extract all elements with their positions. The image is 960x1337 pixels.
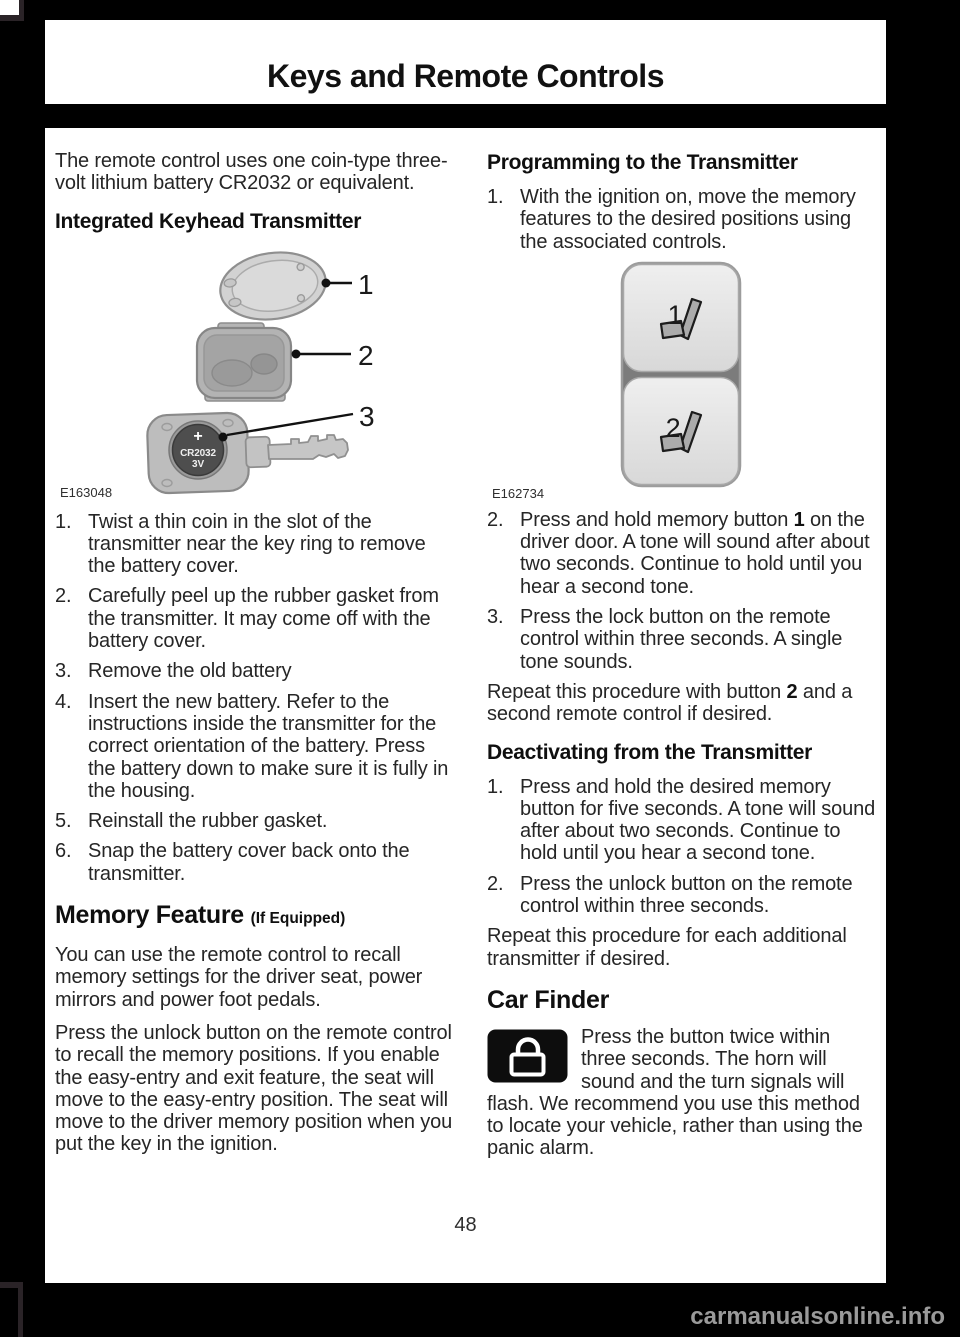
callout-1-label: 1 — [358, 268, 374, 300]
left-column — [55, 128, 457, 1167]
right-column — [487, 128, 878, 1171]
callout-dot-1 — [322, 278, 331, 287]
car-finder-text: Press the button twice within three seconds. The horn will sound and the turn signals will flash. We recommend you use this method to locate your vehicle, rather than using the panic alarm. — [487, 1025, 863, 1160]
page-title: Keys and Remote Controls — [267, 58, 664, 94]
figure-id-label: E163048 — [60, 484, 113, 500]
list-number: 3. — [55, 660, 72, 683]
heading-memory-feature-qualifier: (If Equipped) — [250, 910, 346, 928]
heading-integrated-keyhead-transmitter: Integrated Keyhead Transmitter — [55, 209, 362, 233]
heading-car-finder: Car Finder — [487, 985, 610, 1014]
memory-button-2 — [624, 377, 739, 484]
memory-paragraph-2: Press the unlock button on the remote control to recall the memory positions. If you enable the easy-entry and exit feature, the seat will move to the easy-entry position. The seat will move to the driver memory position when you put the key in the ignition. — [55, 1021, 453, 1156]
list-text: Twist a thin coin in the slot of the transmitter near the key ring to remove the battery cover. — [88, 510, 426, 578]
list-item — [55, 660, 457, 682]
callout-dot-2 — [292, 349, 301, 358]
gasket-illustration — [197, 323, 291, 401]
list-item — [55, 810, 457, 832]
padlock-icon — [487, 1029, 568, 1083]
list-number: 1. — [55, 510, 72, 533]
callout-2-label: 2 — [358, 339, 374, 371]
battery-cover-illustration — [216, 246, 330, 326]
list-number: 2. — [487, 872, 504, 895]
list-text: Carefully peel up the rubber gasket from the transmitter. It may come off with the battery cover. — [88, 585, 439, 653]
list-text: Press and hold the desired memory button for five seconds. A tone will sound after about two seconds. Continue to hold until you hear a second tone. — [520, 775, 876, 865]
list-text: Press the lock button on the remote control within three seconds. A single tone sounds. — [520, 606, 843, 673]
list-number: 6. — [55, 840, 72, 863]
list-text: Snap the battery cover back onto the transmitter. — [88, 840, 410, 885]
list-text: Insert the new battery. Refer to the instructions inside the transmitter for the correct orientation of the battery. Press the battery down to make sure it is fully in the housing. — [88, 690, 449, 802]
page-corner-artifact-top — [0, 0, 24, 21]
list-text: Press and hold memory button 1 on the driver door. A tone will sound after about two seconds. Continue to hold until you hear a second tone. — [520, 508, 870, 598]
heading-memory-feature-text: Memory Feature — [55, 901, 244, 930]
heading-programming-to-transmitter: Programming to the Transmitter — [487, 151, 798, 174]
page-header — [45, 20, 886, 104]
callout-3-label: 3 — [359, 400, 375, 432]
battery-replacement-steps — [55, 511, 457, 885]
list-item — [487, 509, 878, 598]
list-item — [55, 511, 457, 578]
bold-button-ref: 1 — [793, 508, 805, 531]
list-number: 1. — [487, 186, 504, 208]
key-blade — [268, 435, 348, 459]
list-item — [55, 691, 457, 802]
list-text: Remove the old battery — [88, 660, 292, 683]
heading-memory-feature — [55, 901, 457, 933]
list-item — [55, 840, 457, 885]
callout-dot-3 — [219, 432, 228, 441]
list-text: With the ignition on, move the memory features to the desired positions using the associated controls. — [520, 186, 856, 253]
memory-button-1-number: 1 — [667, 299, 683, 330]
list-item — [487, 186, 878, 253]
list-number: 3. — [487, 606, 504, 629]
programming-repeat-note: Repeat this procedure with button 2 and a second remote control if desired. — [487, 680, 853, 726]
bold-button-ref: 2 — [786, 680, 798, 703]
deactivating-repeat-note: Repeat this procedure for each additional transmitter if desired. — [487, 925, 847, 970]
battery-plus-mark: + — [193, 427, 203, 445]
list-number: 2. — [487, 508, 504, 531]
intro-paragraph: The remote control uses one coin-type three-volt lithium battery CR2032 or equivalent. — [55, 150, 448, 195]
list-text: Press the unlock button on the remote control within three seconds. — [520, 872, 853, 918]
list-item — [55, 585, 457, 652]
list-item — [487, 606, 878, 673]
heading-deactivating-from-transmitter: Deactivating from the Transmitter — [487, 740, 813, 764]
keyhead-illustration — [147, 412, 348, 493]
page-body — [45, 128, 886, 1283]
memory-buttons-figure — [487, 261, 878, 503]
list-number: 4. — [55, 690, 72, 713]
list-item — [487, 873, 878, 918]
figure-id-label: E162734 — [492, 485, 545, 501]
memory-paragraph-1: You can use the remote control to recall memory settings for the driver seat, power mirrors and power foot pedals. — [55, 944, 423, 1011]
memory-button-2-number: 2 — [665, 412, 681, 443]
car-finder-block — [487, 1026, 878, 1171]
keyhead-transmitter-figure — [55, 245, 455, 503]
battery-type-label: CR2032 — [180, 447, 216, 459]
list-text: Reinstall the rubber gasket. — [88, 810, 328, 833]
list-number: 1. — [487, 775, 504, 798]
watermark: carmanualsonline.info — [690, 1303, 945, 1330]
list-item — [487, 776, 878, 865]
list-number: 2. — [55, 585, 72, 608]
page-corner-artifact-bottom — [0, 1282, 23, 1337]
list-number: 5. — [55, 810, 72, 833]
page-number: 48 — [454, 1214, 477, 1236]
battery-voltage-label: 3V — [192, 458, 204, 470]
